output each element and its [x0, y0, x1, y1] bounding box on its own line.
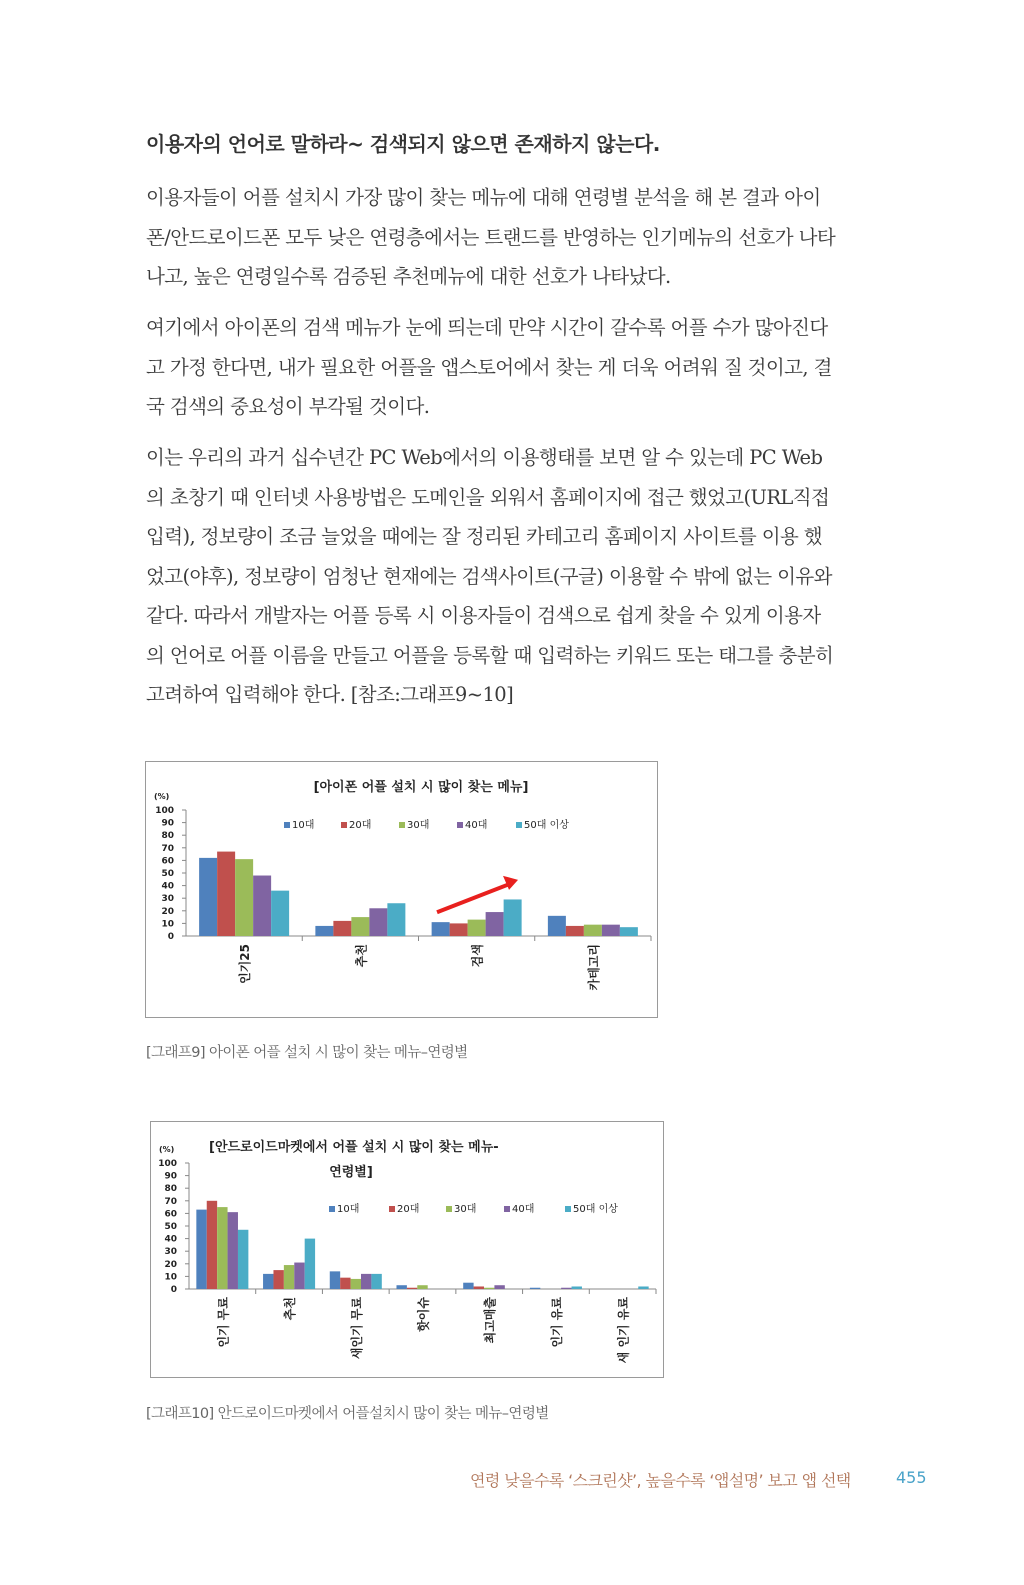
legend-swatch	[516, 822, 522, 828]
paragraph-2	[146, 308, 886, 427]
y-tick-label: 40	[161, 881, 174, 892]
running-title: 연령 낮을수록 ‘스크린샷’, 높을수록 ‘앱설명’ 보고 앱 선택	[470, 1471, 851, 1490]
x-category-label: 검색	[470, 944, 485, 968]
bar	[284, 1265, 294, 1289]
bar	[207, 1201, 217, 1289]
y-tick-label: 40	[164, 1234, 177, 1245]
paragraph-line: 고려하여 입력해야 한다. [참조:그래프9~10]	[146, 683, 514, 706]
y-tick-label: 80	[164, 1184, 177, 1195]
y-tick-label: 90	[161, 818, 174, 829]
paragraph-line: 의 언어로 어플 이름을 만들고 어플을 등록할 때 입력하는 키워드 또는 태그를 충분히	[146, 643, 834, 667]
bar	[548, 916, 566, 936]
y-tick-label: 60	[161, 856, 174, 867]
bar	[494, 1285, 504, 1289]
legend-swatch	[341, 822, 347, 828]
y-tick-label: 20	[161, 906, 174, 917]
paragraph-line: 었고(야후), 정보량이 엄청난 현재에는 검색사이트(구글) 이용할 수 밖에 없는 이유와	[146, 564, 832, 588]
bar	[417, 1285, 427, 1289]
bar	[484, 1288, 494, 1289]
bar	[294, 1263, 304, 1289]
y-tick-label: 0	[167, 932, 174, 942]
x-category-label: 추천	[283, 1297, 298, 1321]
bar	[530, 1288, 540, 1289]
bar	[371, 1274, 381, 1289]
y-tick-label: 80	[161, 831, 174, 842]
y-tick-label: 30	[164, 1247, 177, 1258]
legend-swatch	[389, 1206, 395, 1212]
bar	[468, 920, 486, 936]
paragraph-line: 여기에서 아이폰의 검색 메뉴가 눈에 띄는데 만약 시간이 갈수록 어플 수가 많아진다	[146, 316, 828, 339]
bar	[566, 926, 584, 936]
bar	[333, 921, 351, 936]
y-tick-label: 100	[158, 1159, 177, 1169]
y-tick-label: 100	[155, 806, 174, 816]
bar	[228, 1212, 238, 1289]
y-axis-label: (%)	[154, 792, 170, 801]
bar	[253, 876, 271, 936]
paragraph-line: 폰/안드로이드폰 모두 낮은 연령층에서는 트랜드를 반영하는 인기메뉴의 선호가 나타	[146, 225, 836, 249]
paragraph-3	[146, 438, 886, 715]
y-tick-label: 60	[164, 1209, 177, 1220]
chart-caption: [그래프10] 안드로이드마켓에서 어플설치시 많이 찾는 메뉴–연령별	[146, 1406, 549, 1422]
bar	[602, 925, 620, 936]
bar	[351, 1279, 361, 1289]
bar	[196, 1210, 206, 1289]
chart-android-svg	[151, 1122, 663, 1377]
x-category-label: 인기 무료	[216, 1297, 231, 1348]
bar	[561, 1288, 571, 1289]
bar	[273, 1270, 283, 1289]
bar	[396, 1285, 406, 1289]
legend-swatch	[329, 1206, 335, 1212]
bar	[620, 927, 638, 936]
y-tick-label: 50	[161, 869, 174, 879]
bar	[305, 1239, 315, 1289]
legend-swatch	[504, 1206, 510, 1212]
paragraph-1	[146, 178, 886, 297]
legend-swatch	[457, 822, 463, 828]
paragraph-line: 고 가정 한다면, 내가 필요한 어플을 앱스토어에서 찾는 게 더욱 어려워 질 것이고, 결	[146, 355, 832, 379]
bar	[369, 908, 387, 936]
bar	[217, 1207, 227, 1289]
bar	[263, 1274, 273, 1289]
bar	[361, 1274, 371, 1289]
chart-title: [안드로이드마켓에서 어플 설치 시 많이 찾는 메뉴-	[209, 1140, 499, 1155]
bar	[504, 899, 522, 936]
x-category-label: 새 인기 유료	[616, 1297, 631, 1364]
x-category-label: 인기 유료	[549, 1297, 564, 1348]
legend-label: 50대 이상	[573, 1204, 618, 1215]
legend-label: 50대 이상	[524, 820, 569, 831]
bar	[217, 852, 235, 936]
paragraph-line: 이는 우리의 과거 십수년간 PC Web에서의 이용행태를 보면 알 수 있는데 PC Web	[146, 446, 823, 469]
y-tick-label: 10	[164, 1272, 177, 1283]
paragraph-line: 이용자들이 어플 설치시 가장 많이 찾는 메뉴에 대해 연령별 분석을 해 본 결과 아이	[146, 186, 821, 209]
bar	[351, 917, 369, 936]
bar	[463, 1283, 473, 1289]
bar	[199, 858, 217, 936]
legend-label: 30대	[454, 1204, 477, 1215]
x-category-label: 핫이슈	[416, 1297, 431, 1332]
chart-title: [아이폰 어플 설치 시 많이 찾는 메뉴]	[313, 780, 529, 795]
chart-iphone-menu	[145, 761, 658, 1018]
x-category-label: 인기25	[238, 944, 253, 984]
bar	[387, 903, 405, 936]
y-tick-label: 30	[161, 894, 174, 905]
chart-title-line2: 연령별]	[329, 1165, 373, 1180]
y-tick-label: 70	[161, 843, 174, 854]
bar	[584, 925, 602, 936]
bar	[340, 1278, 350, 1289]
y-tick-label: 50	[164, 1222, 177, 1232]
legend-swatch	[399, 822, 405, 828]
bar	[235, 859, 253, 936]
legend-swatch	[565, 1206, 571, 1212]
chart-iphone-svg	[146, 762, 657, 1017]
bar	[638, 1286, 648, 1289]
bar	[238, 1230, 248, 1289]
x-category-label: 새인기 무료	[349, 1297, 364, 1360]
y-tick-label: 0	[170, 1285, 177, 1295]
y-tick-label: 20	[164, 1259, 177, 1270]
page-number: 455	[896, 1468, 927, 1487]
legend-swatch	[284, 822, 290, 828]
section-heading: 이용자의 언어로 말하라~ 검색되지 않으면 존재하지 않는다.	[146, 132, 660, 156]
x-category-label: 추천	[354, 944, 369, 968]
y-axis-label: (%)	[159, 1145, 175, 1154]
chart-caption: [그래프9] 아이폰 어플 설치 시 많이 찾는 메뉴–연령별	[146, 1045, 468, 1061]
bar	[486, 912, 504, 936]
x-category-label: 최고매출	[483, 1297, 498, 1344]
paragraph-line: 나고, 높은 연령일수록 검증된 추천메뉴에 대한 선호가 나타났다.	[146, 265, 671, 288]
paragraph-line: 국 검색의 중요성이 부각될 것이다.	[146, 395, 430, 418]
bar	[572, 1286, 582, 1289]
bar	[450, 923, 468, 936]
bar	[432, 922, 450, 936]
legend-label: 10대	[292, 820, 315, 831]
legend-label: 20대	[397, 1204, 420, 1215]
legend-label: 10대	[337, 1204, 360, 1215]
legend-label: 40대	[512, 1204, 535, 1215]
y-tick-label: 90	[164, 1171, 177, 1182]
bar	[315, 926, 333, 936]
legend-label: 40대	[465, 820, 488, 831]
bar	[407, 1288, 417, 1289]
y-tick-label: 70	[164, 1196, 177, 1207]
paragraph-line: 입력), 정보량이 조금 늘었을 때에는 잘 정리된 카테고리 홈페이지 사이트를 이용 했	[146, 525, 823, 548]
bar	[271, 891, 289, 936]
x-category-label: 카테고리	[586, 944, 601, 991]
legend-label: 30대	[407, 820, 430, 831]
bar	[474, 1286, 484, 1289]
paragraph-line: 의 초창기 때 인터넷 사용방법은 도메인을 외워서 홈페이지에 접근 했었고(URL직접	[146, 485, 830, 509]
legend-label: 20대	[349, 820, 372, 831]
paragraph-line: 같다. 따라서 개발자는 어플 등록 시 이용자들이 검색으로 쉽게 찾을 수 있게 이용자	[146, 604, 821, 627]
y-tick-label: 10	[161, 919, 174, 930]
legend-swatch	[446, 1206, 452, 1212]
annotation-arrow-shaft	[437, 884, 510, 912]
bar	[330, 1271, 340, 1289]
chart-android-menu	[150, 1121, 664, 1378]
